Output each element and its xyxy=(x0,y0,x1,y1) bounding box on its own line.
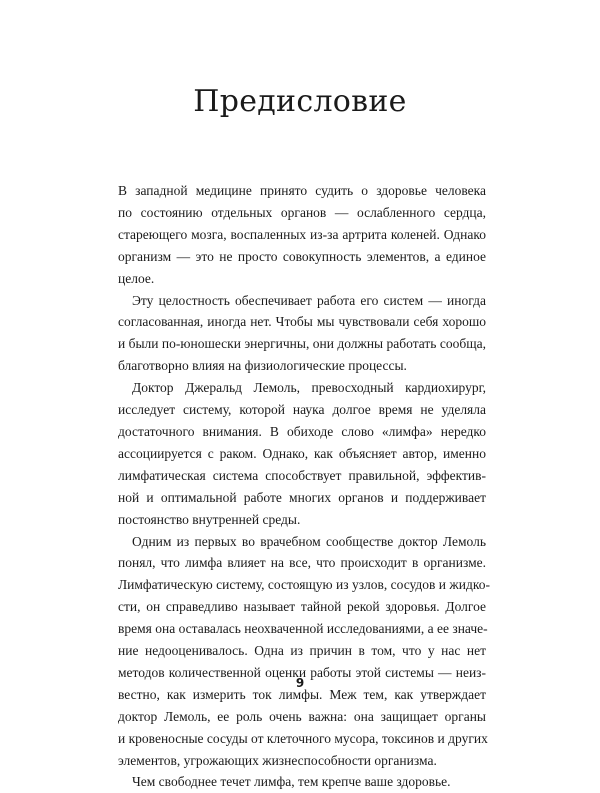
text-line: вестно, как измерить ток лимфы. Меж тем, как утверждает xyxy=(118,686,486,702)
text-line: ной и оптимальной работе многих органов и поддерживает xyxy=(118,489,486,505)
text-line: Чем свободнее течет лимфа, тем крепче ваше здоровье. xyxy=(132,774,451,790)
text-line: сти, он справедливо называет тайной рекой здоровья. Долгое xyxy=(118,599,486,615)
text-line: и кровеносные сосуды от клеточного мусора, токсинов и других xyxy=(118,730,488,746)
text-line: Лимфатическую систему, состоящую из узлов, сосудов и жидко- xyxy=(118,577,490,593)
text-line: благотворно влияя на физиологические процессы. xyxy=(118,358,407,374)
text-line: ассоциируется с раком. Однако, как объясняет автор, именно xyxy=(118,445,486,461)
paragraph-3 xyxy=(118,377,486,530)
body-text xyxy=(118,180,490,793)
paragraph-2 xyxy=(118,290,486,378)
page-title: Предисловие xyxy=(193,84,407,119)
text-line: согласованная, иногда нет. Чтобы мы чувствовали себя хорошо xyxy=(118,314,486,330)
text-line: целое. xyxy=(118,270,155,286)
text-line: лимфатическая система способствует правильной, эффектив- xyxy=(118,467,486,483)
text-line: понял, что лимфа влияет на все, что происходит в организме. xyxy=(118,555,486,571)
text-line: достаточного внимания. В обиходе слово «лимфа» нередко xyxy=(118,423,486,439)
text-line: Доктор Джеральд Лемоль, превосходный кардиохирург, xyxy=(132,380,486,396)
text-line: ние недооценивалось. Одна из причин в том, что у нас нет xyxy=(118,643,486,659)
paragraph-1 xyxy=(118,180,486,290)
text-line: методов количественной оценки работы этой системы — неиз- xyxy=(118,664,486,680)
paragraph-5 xyxy=(118,771,486,793)
text-line: элементов, угрожающих жизнеспособности организма. xyxy=(118,752,437,768)
text-line: постоянство внутренней среды. xyxy=(118,511,301,527)
text-line: доктор Лемоль, ее роль очень важна: она защищает органы xyxy=(118,708,486,724)
text-line: В западной медицине принято судить о здоровье человека xyxy=(118,183,486,198)
text-line: Одним из первых во врачебном сообществе доктор Лемоль xyxy=(132,533,486,549)
page-number: 9 xyxy=(295,676,305,690)
text-line: организм — это не просто совокупность элементов, а единое xyxy=(118,248,486,264)
text-line: исследует систему, которой наука долгое время не уделяла xyxy=(118,402,486,418)
paragraph-4 xyxy=(118,531,490,772)
text-line: стареющего мозга, воспаленных из-за артрита коленей. Однако xyxy=(118,226,486,242)
text-line: по состоянию отдельных органов — ослабленного сердца, xyxy=(118,204,486,220)
text-line: время она оставалась неохваченной исследованиями, а ее значе- xyxy=(118,621,488,637)
text-line: и были по-юношески энергичны, они должны работать сообща, xyxy=(118,336,486,352)
text-line: Эту целостность обеспечивает работа его систем — иногда xyxy=(132,292,486,308)
